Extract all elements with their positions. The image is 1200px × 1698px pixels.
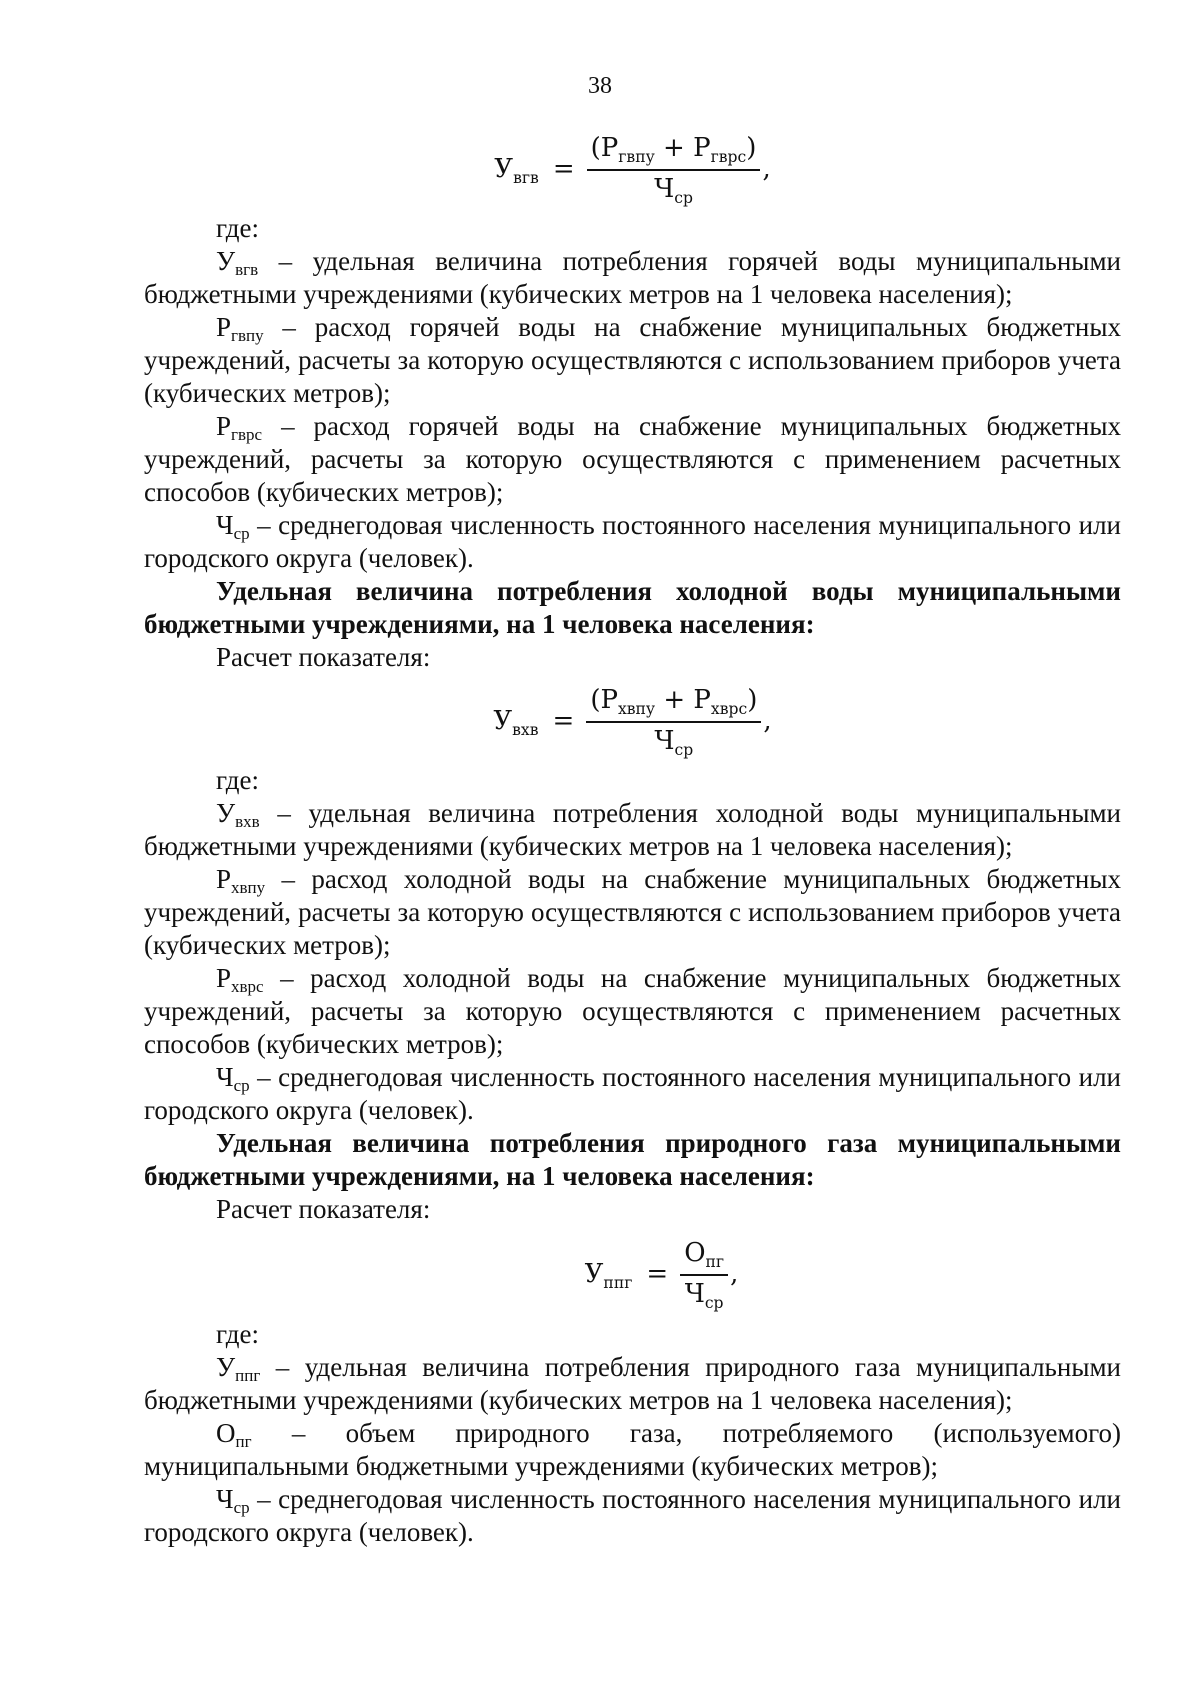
definition-paragraph: $У_{ппг}$ – удельная величина потребления природного газа муниципальными бюджетными учреждениями (кубических метров на 1 человека населения); [144, 1352, 1121, 1415]
formula-comma: , [762, 153, 771, 184]
formula-cold-water [144, 678, 1121, 764]
equals-sign: = [552, 705, 575, 736]
fraction-denominator: $Ч_{ср}$ [684, 1279, 724, 1312]
fraction-numerator: $O_{пг}$ [680, 1237, 728, 1276]
fraction [680, 1237, 728, 1311]
fraction [587, 132, 761, 206]
definition-paragraph: $Р_{хврс}$ – расход холодной воды на снабжение муниципальных бюджетных учреждений, расчеты за которую осуществляются с применением расчетных способов (кубических метров); [144, 963, 1121, 1059]
fraction-denominator: $Ч_{ср}$ [654, 174, 693, 207]
fraction-numerator: $(Р_{хвпу} + Р_{хврс})$ [586, 684, 761, 723]
calculation-label: Расчет показателя: [216, 642, 431, 672]
section-heading: Удельная величина потребления природного газа муниципальными бюджетными учреждениями, на 1 человека населения: [144, 1128, 1121, 1191]
definition-paragraph: $Р_{хвпу}$ – расход холодной воды на снабжение муниципальных бюджетных учреждений, расчеты за которую осуществляются с использованием приборов учета (кубических метров); [144, 864, 1121, 960]
definition-paragraph: $У_{вгв}$ – удельная величина потребления горячей воды муниципальными бюджетными учреждениями (кубических метров на 1 человека населения); [144, 246, 1121, 309]
equals-sign: = [646, 1258, 669, 1289]
definition-paragraph: $О_{пг}$ – объем природного газа, потребляемого (используемого) муниципальными бюджетными учреждениями (кубических метров); [144, 1418, 1121, 1481]
formula-comma: , [763, 705, 772, 736]
definition-paragraph: $Ч_{ср}$ – среднегодовая численность постоянного населения муниципального или городского округа (человек). [144, 1484, 1121, 1547]
definition-paragraph: $У_{вхв}$ – удельная величина потребления холодной воды муниципальными бюджетными учреждениями (кубических метров на 1 человека населения); [144, 798, 1121, 861]
where-label: где: [216, 213, 259, 243]
document-body [144, 108, 1121, 1549]
formula-lhs: $У_{вхв}$ [493, 705, 539, 739]
section-heading: Удельная величина потребления холодной воды муниципальными бюджетными учреждениями, на 1 человека населения: [144, 576, 1121, 639]
fraction-denominator: $Ч_{ср}$ [654, 726, 694, 759]
page-number: 38 [588, 73, 612, 99]
formula-lhs: $У_{ппг}$ [584, 1258, 633, 1292]
definition-paragraph: $Р_{гврс}$ – расход горячей воды на снабжение муниципальных бюджетных учреждений, расчеты за которую осуществляются с применением расчетных способов (кубических метров); [144, 411, 1121, 507]
definition-paragraph: $Ч_{ср}$ – среднегодовая численность постоянного населения муниципального или городского округа (человек). [144, 510, 1121, 573]
formula-hot-water [144, 126, 1121, 212]
fraction [586, 684, 761, 758]
formula-lhs: $У_{вгв}$ [494, 153, 539, 187]
calculation-label: Расчет показателя: [216, 1194, 431, 1224]
definition-paragraph: $Р_{гвпу}$ – расход горячей воды на снабжение муниципальных бюджетных учреждений, расчеты за которую осуществляются с использованием приборов учета (кубических метров); [144, 312, 1121, 408]
where-label: где: [216, 765, 259, 795]
formula-natural-gas [144, 1230, 1121, 1318]
equals-sign: = [552, 153, 575, 184]
definition-paragraph: $Ч_{ср}$ – среднегодовая численность постоянного населения муниципального или городского округа (человек). [144, 1062, 1121, 1125]
where-label: где: [216, 1319, 259, 1349]
fraction-numerator: $(Р_{гвпу} + Р_{гврс})$ [587, 132, 761, 171]
formula-comma: , [730, 1258, 739, 1289]
